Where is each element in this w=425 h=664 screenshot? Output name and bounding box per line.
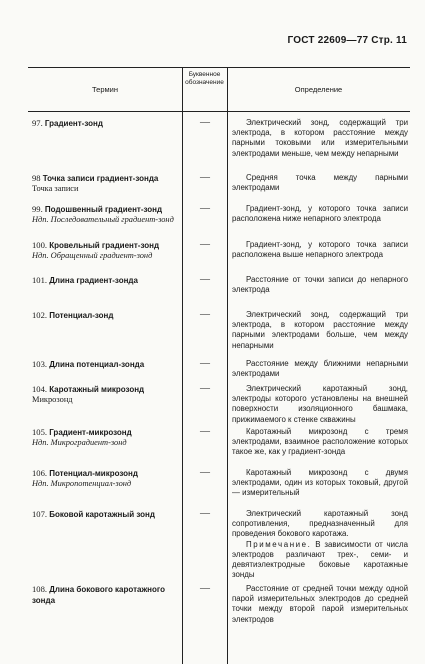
code-dash: — xyxy=(200,239,210,250)
term-cell xyxy=(32,310,178,321)
term-name: Длина градиент-зонда xyxy=(49,276,138,285)
definition-cell xyxy=(232,509,408,580)
header-separator xyxy=(28,111,410,112)
term-number: 107. xyxy=(32,509,48,519)
definition-cell xyxy=(232,468,408,499)
term-synonym: Ндп. Микроградиент-зонд xyxy=(32,438,127,448)
term-synonym: Ндп. Обращенный градиент-зонд xyxy=(32,251,153,261)
definition-text: Электрический зонд, содержащий три электрода, в котором расстояние между парными токовыми или измерительными электродами меньше, чем между непарными xyxy=(232,118,408,158)
definition-text: Градиент-зонд, у которого точка записи расположена выше непарного электрода xyxy=(232,240,408,260)
definition-cell xyxy=(232,173,408,193)
terms-table xyxy=(28,67,410,664)
definition-note xyxy=(232,540,408,581)
term-name: Боковой каротажный зонд xyxy=(49,510,155,519)
code-dash: — xyxy=(200,274,210,285)
note-text: В зависимости от числа электродов различают трех-, семи- и девятиэлектродные боковые каротажные зонды xyxy=(232,539,408,580)
term-cell xyxy=(32,427,178,448)
term-cell xyxy=(32,468,178,489)
definition-cell xyxy=(232,384,408,425)
definition-text: Расстояние от точки записи до непарного электрода xyxy=(232,275,408,295)
code-dash: — xyxy=(200,309,210,320)
definition-text: Электрический каротажный зонд, электроды которого установлены на внешней поверхности изоляционного башмака, прижимаемого к стенке скважины xyxy=(232,384,408,424)
term-number: 100. xyxy=(32,240,48,250)
term-name: Точка записи градиент-зонда xyxy=(42,174,159,183)
term-name: Подошвенный градиент-зонд xyxy=(44,205,163,214)
definition-cell xyxy=(232,359,408,379)
note-label: Примечание. xyxy=(246,539,312,549)
definition-text: Расстояние от средней точки между одной парой измерительных электродов до средней точки между второй парой измерительных электродов xyxy=(232,584,408,624)
term-name: Градиент-микрозонд xyxy=(49,428,132,437)
definition-text: Электрический зонд, содержащий три электрода, в котором расстояние между парными электродами больше, чем между непарными xyxy=(232,310,408,350)
term-number: 98 xyxy=(32,173,41,183)
definition-cell xyxy=(232,310,408,351)
code-dash: — xyxy=(200,508,210,519)
term-cell xyxy=(32,359,178,370)
code-dash: — xyxy=(200,358,210,369)
term-synonym: Микрозонд xyxy=(32,395,73,405)
term-number: 97. xyxy=(32,118,43,128)
term-name: Каротажный микрозонд xyxy=(49,385,145,394)
definition-cell xyxy=(232,204,408,224)
code-dash: — xyxy=(200,426,210,437)
definition-text: Электрический каротажный зонд сопротивления, предназначенный для проведения бокового каротажа. xyxy=(232,509,408,539)
term-name: Градиент-зонд xyxy=(44,119,103,128)
definition-text: Каротажный микрозонд с тремя электродами, взаимное расположение которых такое же, как у градиент-зонда xyxy=(232,427,408,457)
term-cell xyxy=(32,173,178,194)
code-dash: — xyxy=(200,583,210,594)
term-name: Кровельный градиент-зонд xyxy=(49,241,160,250)
term-cell xyxy=(32,118,178,129)
column-divider xyxy=(227,68,228,664)
term-name: Длина бокового каротажного зонда xyxy=(32,585,165,606)
term-cell xyxy=(32,240,178,261)
definition-cell xyxy=(232,427,408,458)
definition-cell xyxy=(232,584,408,625)
term-cell xyxy=(32,204,178,225)
term-number: 104. xyxy=(32,384,48,394)
code-dash: — xyxy=(200,383,210,394)
definition-text: Расстояние между ближними непарными электродами xyxy=(232,359,408,379)
column-header-definition: Определение xyxy=(294,85,343,94)
column-divider xyxy=(182,68,183,664)
term-synonym: Ндп. Последовательный градиент-зонд xyxy=(32,215,174,225)
term-synonym: Ндп. Микропотенциал-зонд xyxy=(32,479,132,489)
definition-text: Средняя точка между парными электродами xyxy=(232,173,408,193)
term-number: 102. xyxy=(32,310,48,320)
term-name: Потенциал-микрозонд xyxy=(49,469,138,478)
column-header-term: Термин xyxy=(92,85,118,94)
code-dash: — xyxy=(200,117,210,128)
page-header: ГОСТ 22609—77 Стр. 11 xyxy=(287,35,407,46)
term-number: 103. xyxy=(32,359,48,369)
code-dash: — xyxy=(200,467,210,478)
term-cell xyxy=(32,384,178,405)
term-number: 99. xyxy=(32,204,43,214)
term-name: Длина потенциал-зонда xyxy=(49,360,145,369)
definition-text: Каротажный микрозонд с двумя электродами, один из которых токовый, другой — измерительный xyxy=(232,468,408,498)
term-number: 106. xyxy=(32,468,48,478)
term-cell xyxy=(32,584,178,606)
code-dash: — xyxy=(200,203,210,214)
term-number: 108. xyxy=(32,584,48,594)
definition-cell xyxy=(232,118,408,159)
definition-cell xyxy=(232,275,408,295)
term-cell xyxy=(32,275,178,286)
term-cell xyxy=(32,509,178,520)
definition-text: Градиент-зонд, у которого точка записи расположена ниже непарного электрода xyxy=(232,204,408,224)
term-name: Потенциал-зонд xyxy=(49,311,114,320)
term-number: 105. xyxy=(32,427,48,437)
definition-cell xyxy=(232,240,408,260)
code-dash: — xyxy=(200,172,210,183)
term-synonym: Точка записи xyxy=(32,184,79,194)
column-header-code: Буквенное обозначение xyxy=(185,71,224,86)
term-number: 101. xyxy=(32,275,48,285)
